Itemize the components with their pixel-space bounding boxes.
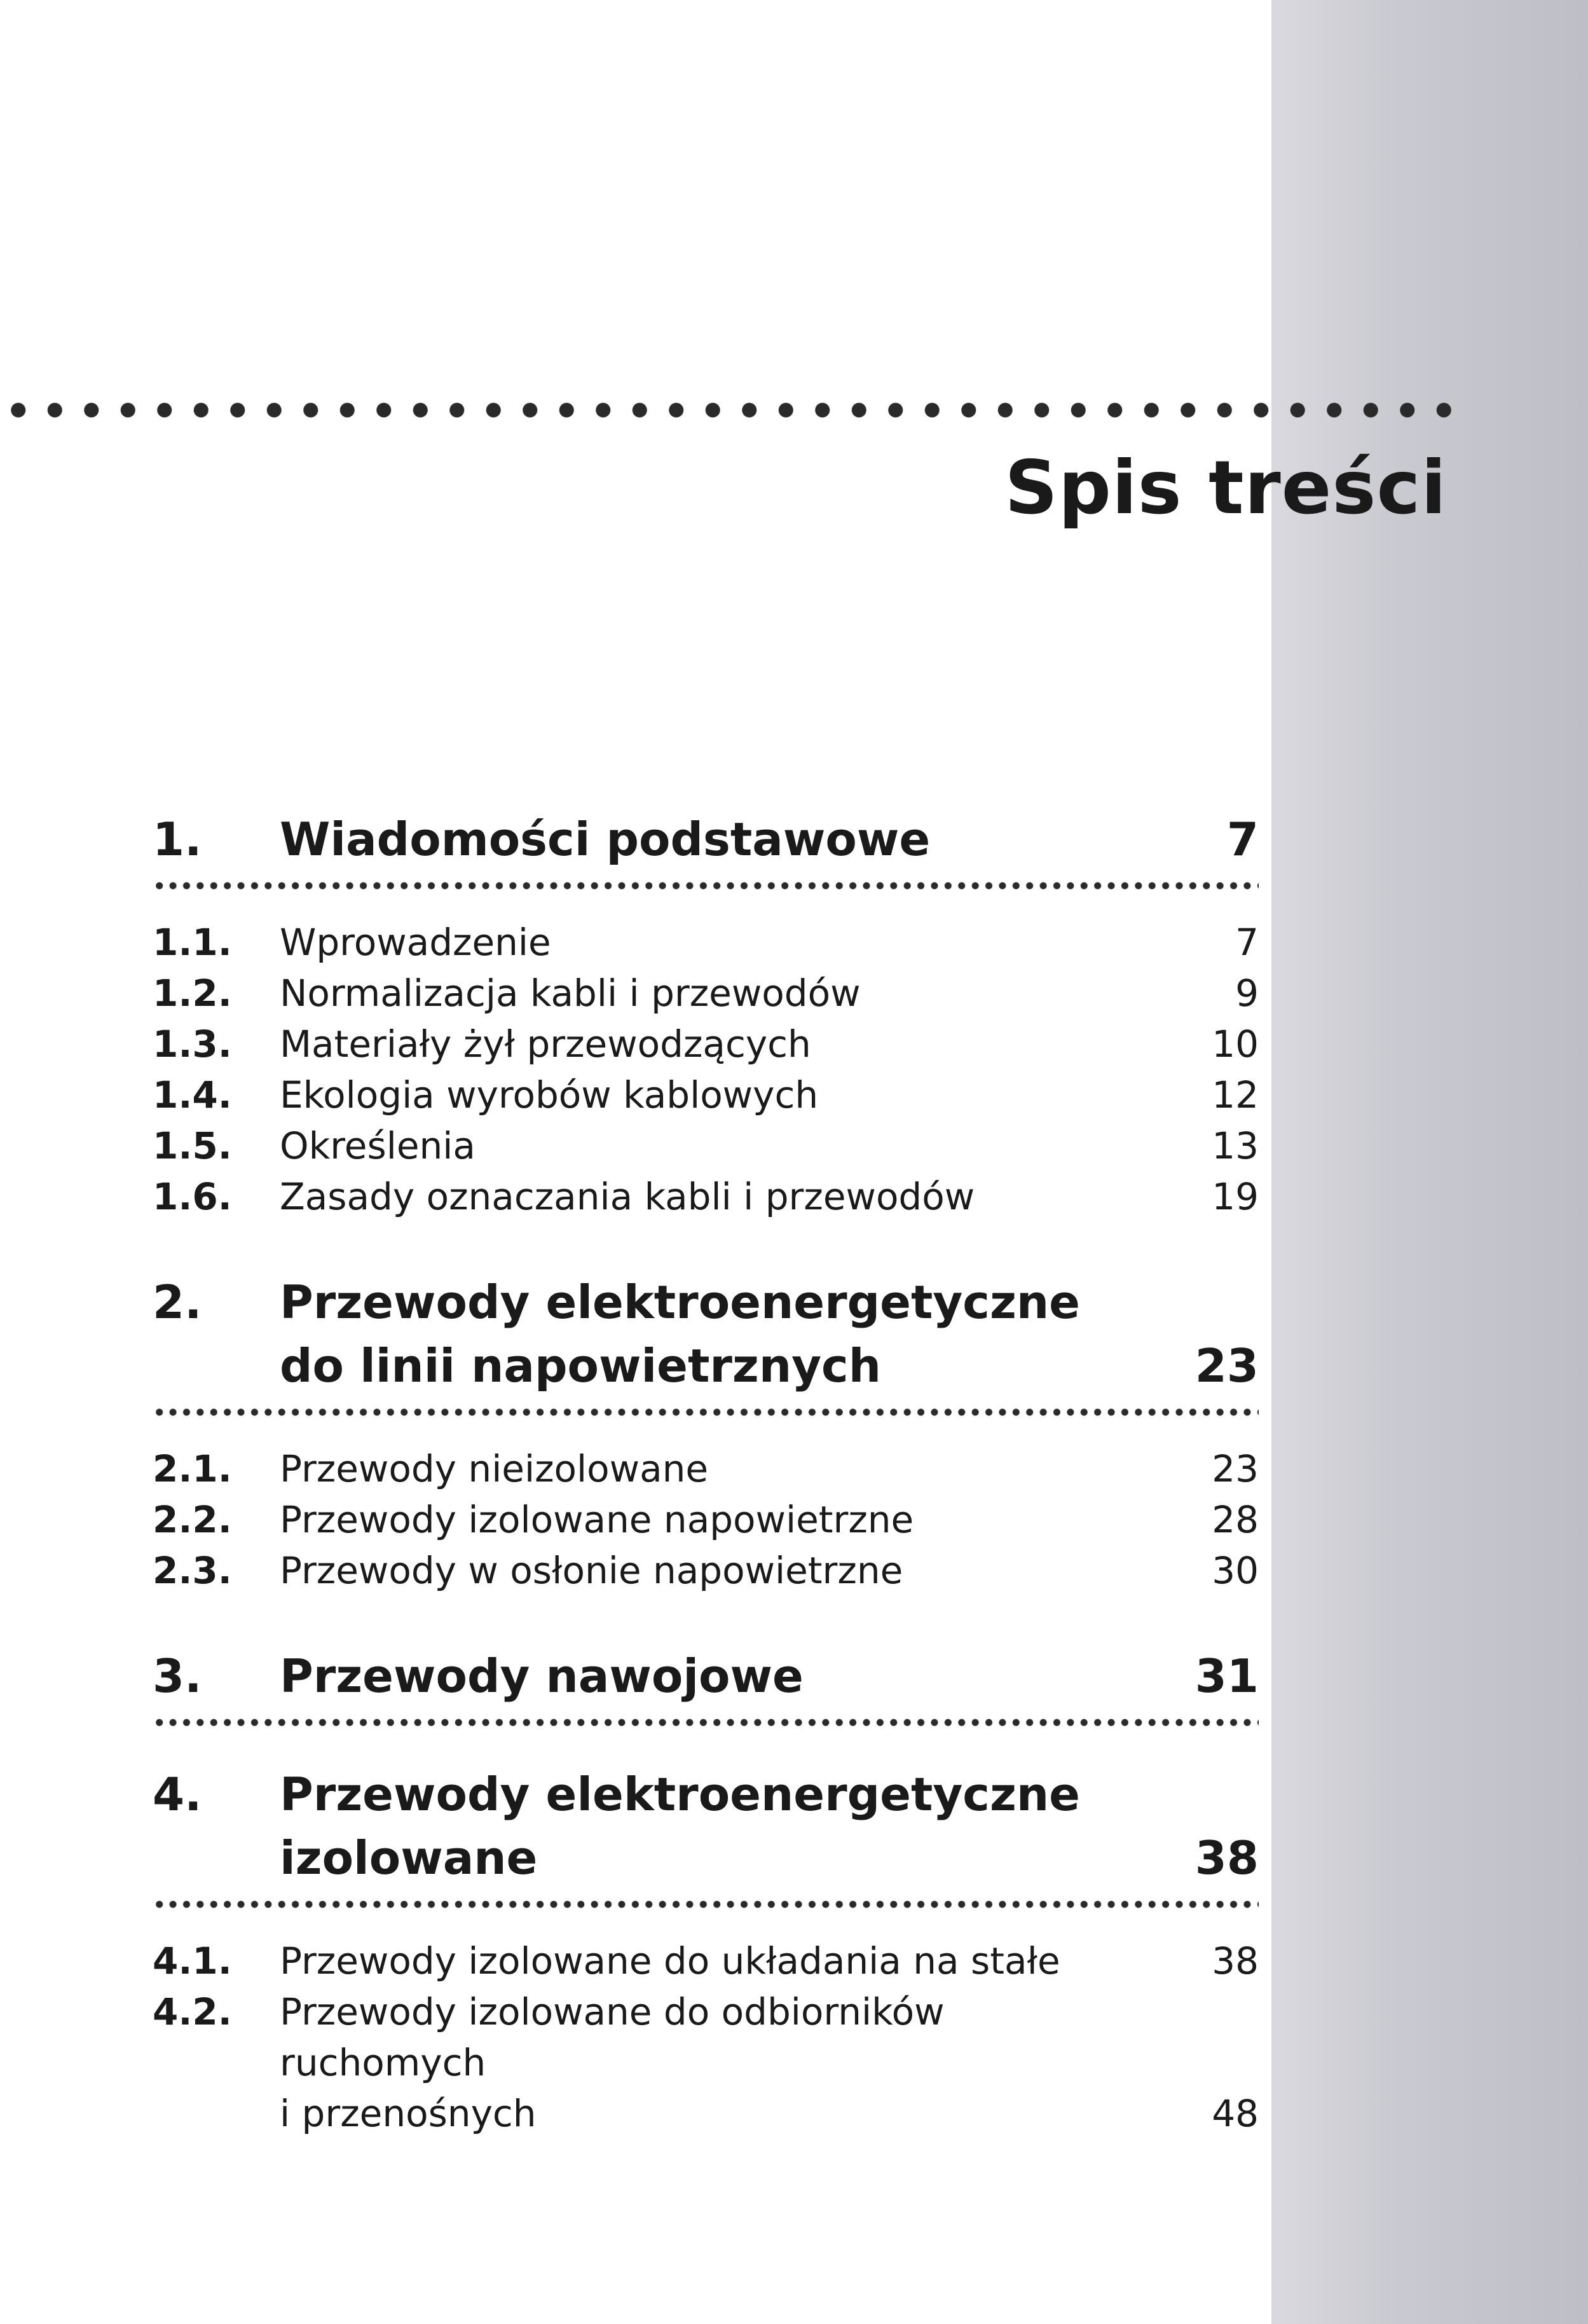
- section-title: Przewody nieizolowane: [280, 1447, 709, 1490]
- section-list: [153, 1443, 1259, 1596]
- section-number: 2.2.: [153, 1498, 232, 1541]
- section-title: Ekologia wyrobów kablowych: [280, 1073, 819, 1117]
- chapter-title: Przewody nawojowe: [280, 1649, 804, 1703]
- section-title: Przewody izolowane napowietrzne: [280, 1498, 914, 1541]
- section-row: [153, 1069, 1259, 1120]
- chapter-dot-rule: [153, 1900, 1259, 1909]
- section-page: 13: [1212, 1124, 1259, 1167]
- section-number: 1.2.: [153, 972, 232, 1015]
- section-page: 48: [1212, 2092, 1259, 2135]
- chapter-title-line: do linii napowietrznych: [280, 1339, 881, 1392]
- section-title-line: Przewody izolowane do odbiorników ruchomych: [280, 1990, 945, 2084]
- section-number: 4.2.: [153, 1990, 232, 2033]
- chapter-dot-rule: [153, 1408, 1259, 1417]
- section-list: [153, 1936, 1259, 2139]
- section-title: Materiały żył przewodzących: [280, 1022, 811, 1066]
- chapter-number: 1.: [153, 813, 202, 866]
- section-row: [153, 1019, 1259, 1069]
- chapter-title: Wiadomości podstawowe: [280, 813, 931, 866]
- side-band: [1271, 0, 1588, 2324]
- chapter-dot-rule: [153, 1718, 1259, 1727]
- section-number: 2.3.: [153, 1549, 232, 1592]
- page-title: Spis treści: [1004, 445, 1447, 531]
- section-title: [280, 1986, 1132, 2139]
- section-row: [153, 1494, 1259, 1545]
- chapter-number: 3.: [153, 1649, 202, 1703]
- chapter-heading: [153, 1270, 1259, 1398]
- section-number: 1.4.: [153, 1073, 232, 1117]
- chapter-3: [153, 1644, 1259, 1727]
- section-page: 7: [1235, 921, 1259, 964]
- chapter-heading: [153, 1763, 1259, 1890]
- chapter-page: 31: [1194, 1649, 1259, 1703]
- chapter-2: [153, 1270, 1259, 1596]
- section-title-line: i przenośnych: [280, 2092, 537, 2135]
- section-row: [153, 968, 1259, 1019]
- chapter-dot-rule: [153, 881, 1259, 890]
- section-page: 30: [1212, 1549, 1259, 1592]
- table-of-contents: [153, 808, 1259, 2139]
- section-page: 10: [1212, 1022, 1259, 1066]
- section-row: [153, 1545, 1259, 1596]
- chapter-title: [280, 1763, 1132, 1890]
- spacer: [153, 1596, 1259, 1644]
- section-title: Zasady oznaczania kabli i przewodów: [280, 1175, 975, 1218]
- section-number: 1.5.: [153, 1124, 232, 1167]
- chapter-heading: [153, 1644, 1259, 1708]
- section-page: 38: [1212, 1939, 1259, 1983]
- spacer: [153, 1727, 1259, 1763]
- section-row: [153, 1936, 1259, 1986]
- chapter-4: [153, 1763, 1259, 2139]
- section-title: Określenia: [280, 1124, 476, 1167]
- chapter-1: [153, 808, 1259, 1222]
- section-title: Przewody w osłonie napowietrzne: [280, 1549, 903, 1592]
- section-row: [153, 1171, 1259, 1222]
- section-page: 23: [1212, 1447, 1259, 1490]
- section-list: [153, 917, 1259, 1222]
- section-page: 12: [1212, 1073, 1259, 1117]
- section-number: 1.1.: [153, 921, 232, 964]
- section-number: 2.1.: [153, 1447, 232, 1490]
- section-number: 4.1.: [153, 1939, 232, 1983]
- section-number: 1.3.: [153, 1022, 232, 1066]
- chapter-number: 4.: [153, 1768, 202, 1821]
- chapter-page: 23: [1194, 1339, 1259, 1392]
- chapter-number: 2.: [153, 1275, 202, 1329]
- section-page: 19: [1212, 1175, 1259, 1218]
- chapter-page: 38: [1194, 1831, 1259, 1885]
- section-title: Wprowadzenie: [280, 921, 551, 964]
- section-row: [153, 1986, 1259, 2139]
- chapter-title-line: Przewody elektroenergetyczne: [280, 1768, 1080, 1821]
- section-title: Normalizacja kabli i przewodów: [280, 972, 861, 1015]
- section-page: 28: [1212, 1498, 1259, 1541]
- chapter-heading: [153, 808, 1259, 871]
- chapter-page: 7: [1226, 813, 1259, 866]
- section-page: 9: [1235, 972, 1259, 1015]
- chapter-title-line: Przewody elektroenergetyczne: [280, 1275, 1080, 1329]
- chapter-title-line: izolowane: [280, 1831, 538, 1885]
- section-number: 1.6.: [153, 1175, 232, 1218]
- section-row: [153, 917, 1259, 968]
- section-row: [153, 1120, 1259, 1171]
- header-dot-rule: [0, 401, 1462, 420]
- chapter-title: [280, 1270, 1132, 1398]
- spacer: [153, 1222, 1259, 1270]
- section-row: [153, 1443, 1259, 1494]
- section-title: Przewody izolowane do układania na stałe: [280, 1939, 1060, 1983]
